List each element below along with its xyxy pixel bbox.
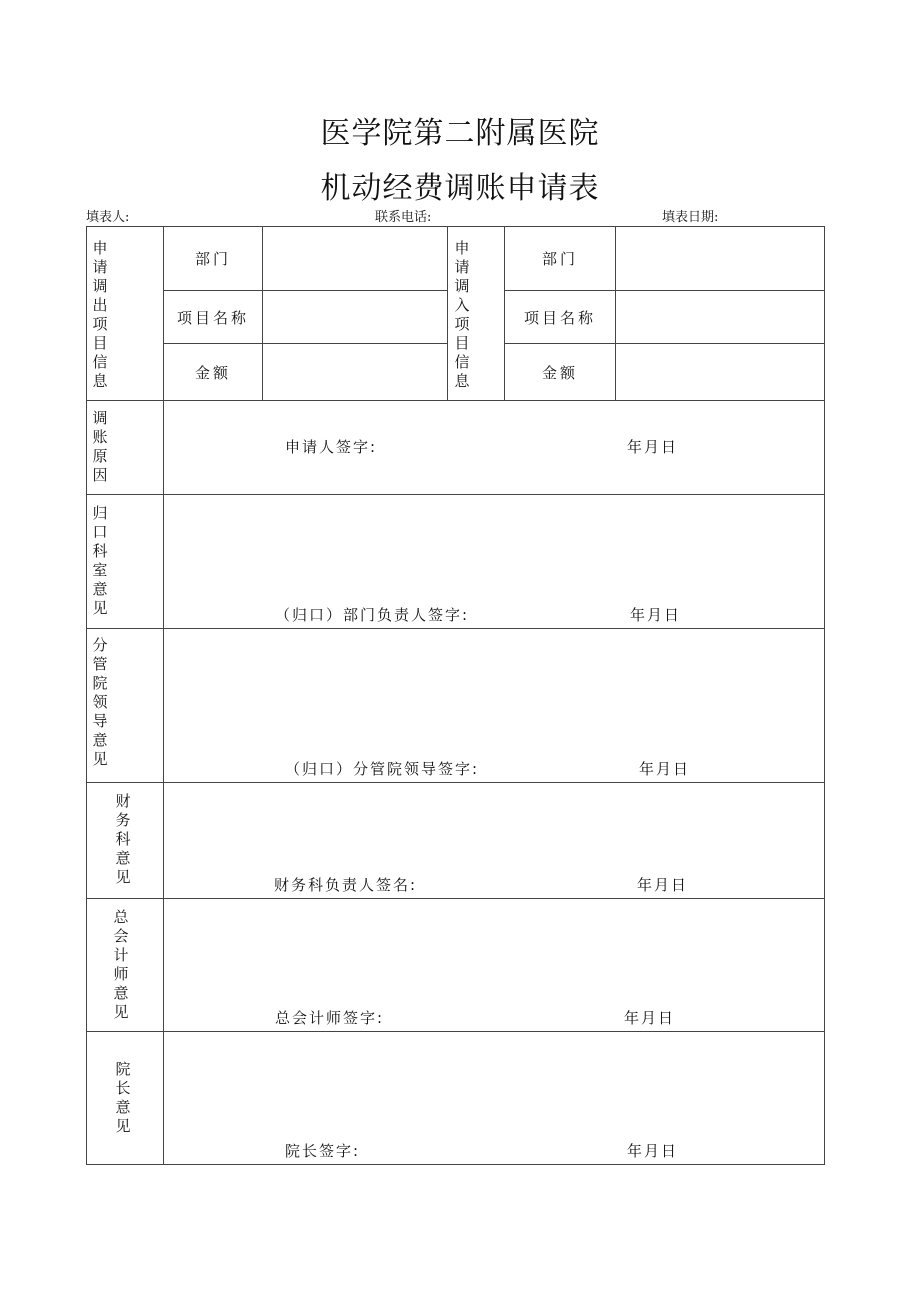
dept-signature-label: （归口）部门负责人签字: bbox=[275, 606, 470, 624]
finance-opinion-label: 财务科意见 bbox=[115, 792, 131, 886]
finance-signature-label: 财务科负责人签名: bbox=[274, 876, 418, 894]
in-department-label: 部门 bbox=[541, 250, 578, 268]
section-line-5 bbox=[86, 898, 825, 899]
dept-date-label: 年月日 bbox=[630, 606, 682, 624]
in-amount-label: 金额 bbox=[541, 363, 578, 382]
application-form-table bbox=[86, 226, 825, 1165]
phone-label: 联系电话: bbox=[375, 210, 432, 225]
border-left bbox=[86, 226, 87, 1165]
dept-opinion-label: 归口科室意见 bbox=[92, 504, 108, 617]
out-section-label: 申请调出项目信息 bbox=[92, 239, 108, 390]
date-label: 填表日期: bbox=[662, 210, 719, 225]
president-opinion-label: 院长意见 bbox=[115, 1060, 131, 1135]
filler-label: 填表人: bbox=[86, 210, 130, 225]
president-date-label: 年月日 bbox=[627, 1142, 679, 1160]
finance-date-label: 年月日 bbox=[637, 876, 689, 894]
leader-signature-label: （归口）分管院领导签字: bbox=[285, 760, 480, 778]
section-line-2 bbox=[86, 494, 825, 495]
applicant-date-label: 年月日 bbox=[627, 438, 679, 456]
border-right bbox=[824, 226, 825, 1165]
in-project-name-label: 项目名称 bbox=[523, 308, 596, 327]
leader-date-label: 年月日 bbox=[639, 760, 691, 778]
out-amount-label: 金额 bbox=[194, 363, 231, 382]
reason-section-label: 调账原因 bbox=[92, 409, 108, 484]
grid-divider-1 bbox=[262, 226, 263, 400]
leader-opinion-label: 分管院领导意见 bbox=[92, 636, 108, 768]
accountant-opinion-label: 总会计师意见 bbox=[113, 908, 129, 1021]
in-section-label: 申请调入项目信息 bbox=[454, 239, 470, 390]
grid-divider-4 bbox=[615, 226, 616, 400]
out-project-name-label: 项目名称 bbox=[176, 308, 249, 327]
section-line-4 bbox=[86, 782, 825, 783]
applicant-signature-label: 申请人签字: bbox=[285, 438, 378, 456]
border-bottom bbox=[86, 1164, 825, 1165]
out-department-label: 部门 bbox=[194, 250, 231, 268]
section-line-6 bbox=[86, 1031, 825, 1032]
section-line-1 bbox=[86, 400, 825, 401]
accountant-signature-label: 总会计师签字: bbox=[275, 1009, 385, 1027]
form-title-line2: 机动经费调账申请表 bbox=[320, 171, 600, 206]
president-signature-label: 院长签字: bbox=[285, 1142, 361, 1160]
accountant-date-label: 年月日 bbox=[624, 1009, 676, 1027]
form-title-line1: 医学院第二附属医院 bbox=[320, 116, 600, 151]
section-line-3 bbox=[86, 628, 825, 629]
grid-divider-2 bbox=[447, 226, 448, 400]
